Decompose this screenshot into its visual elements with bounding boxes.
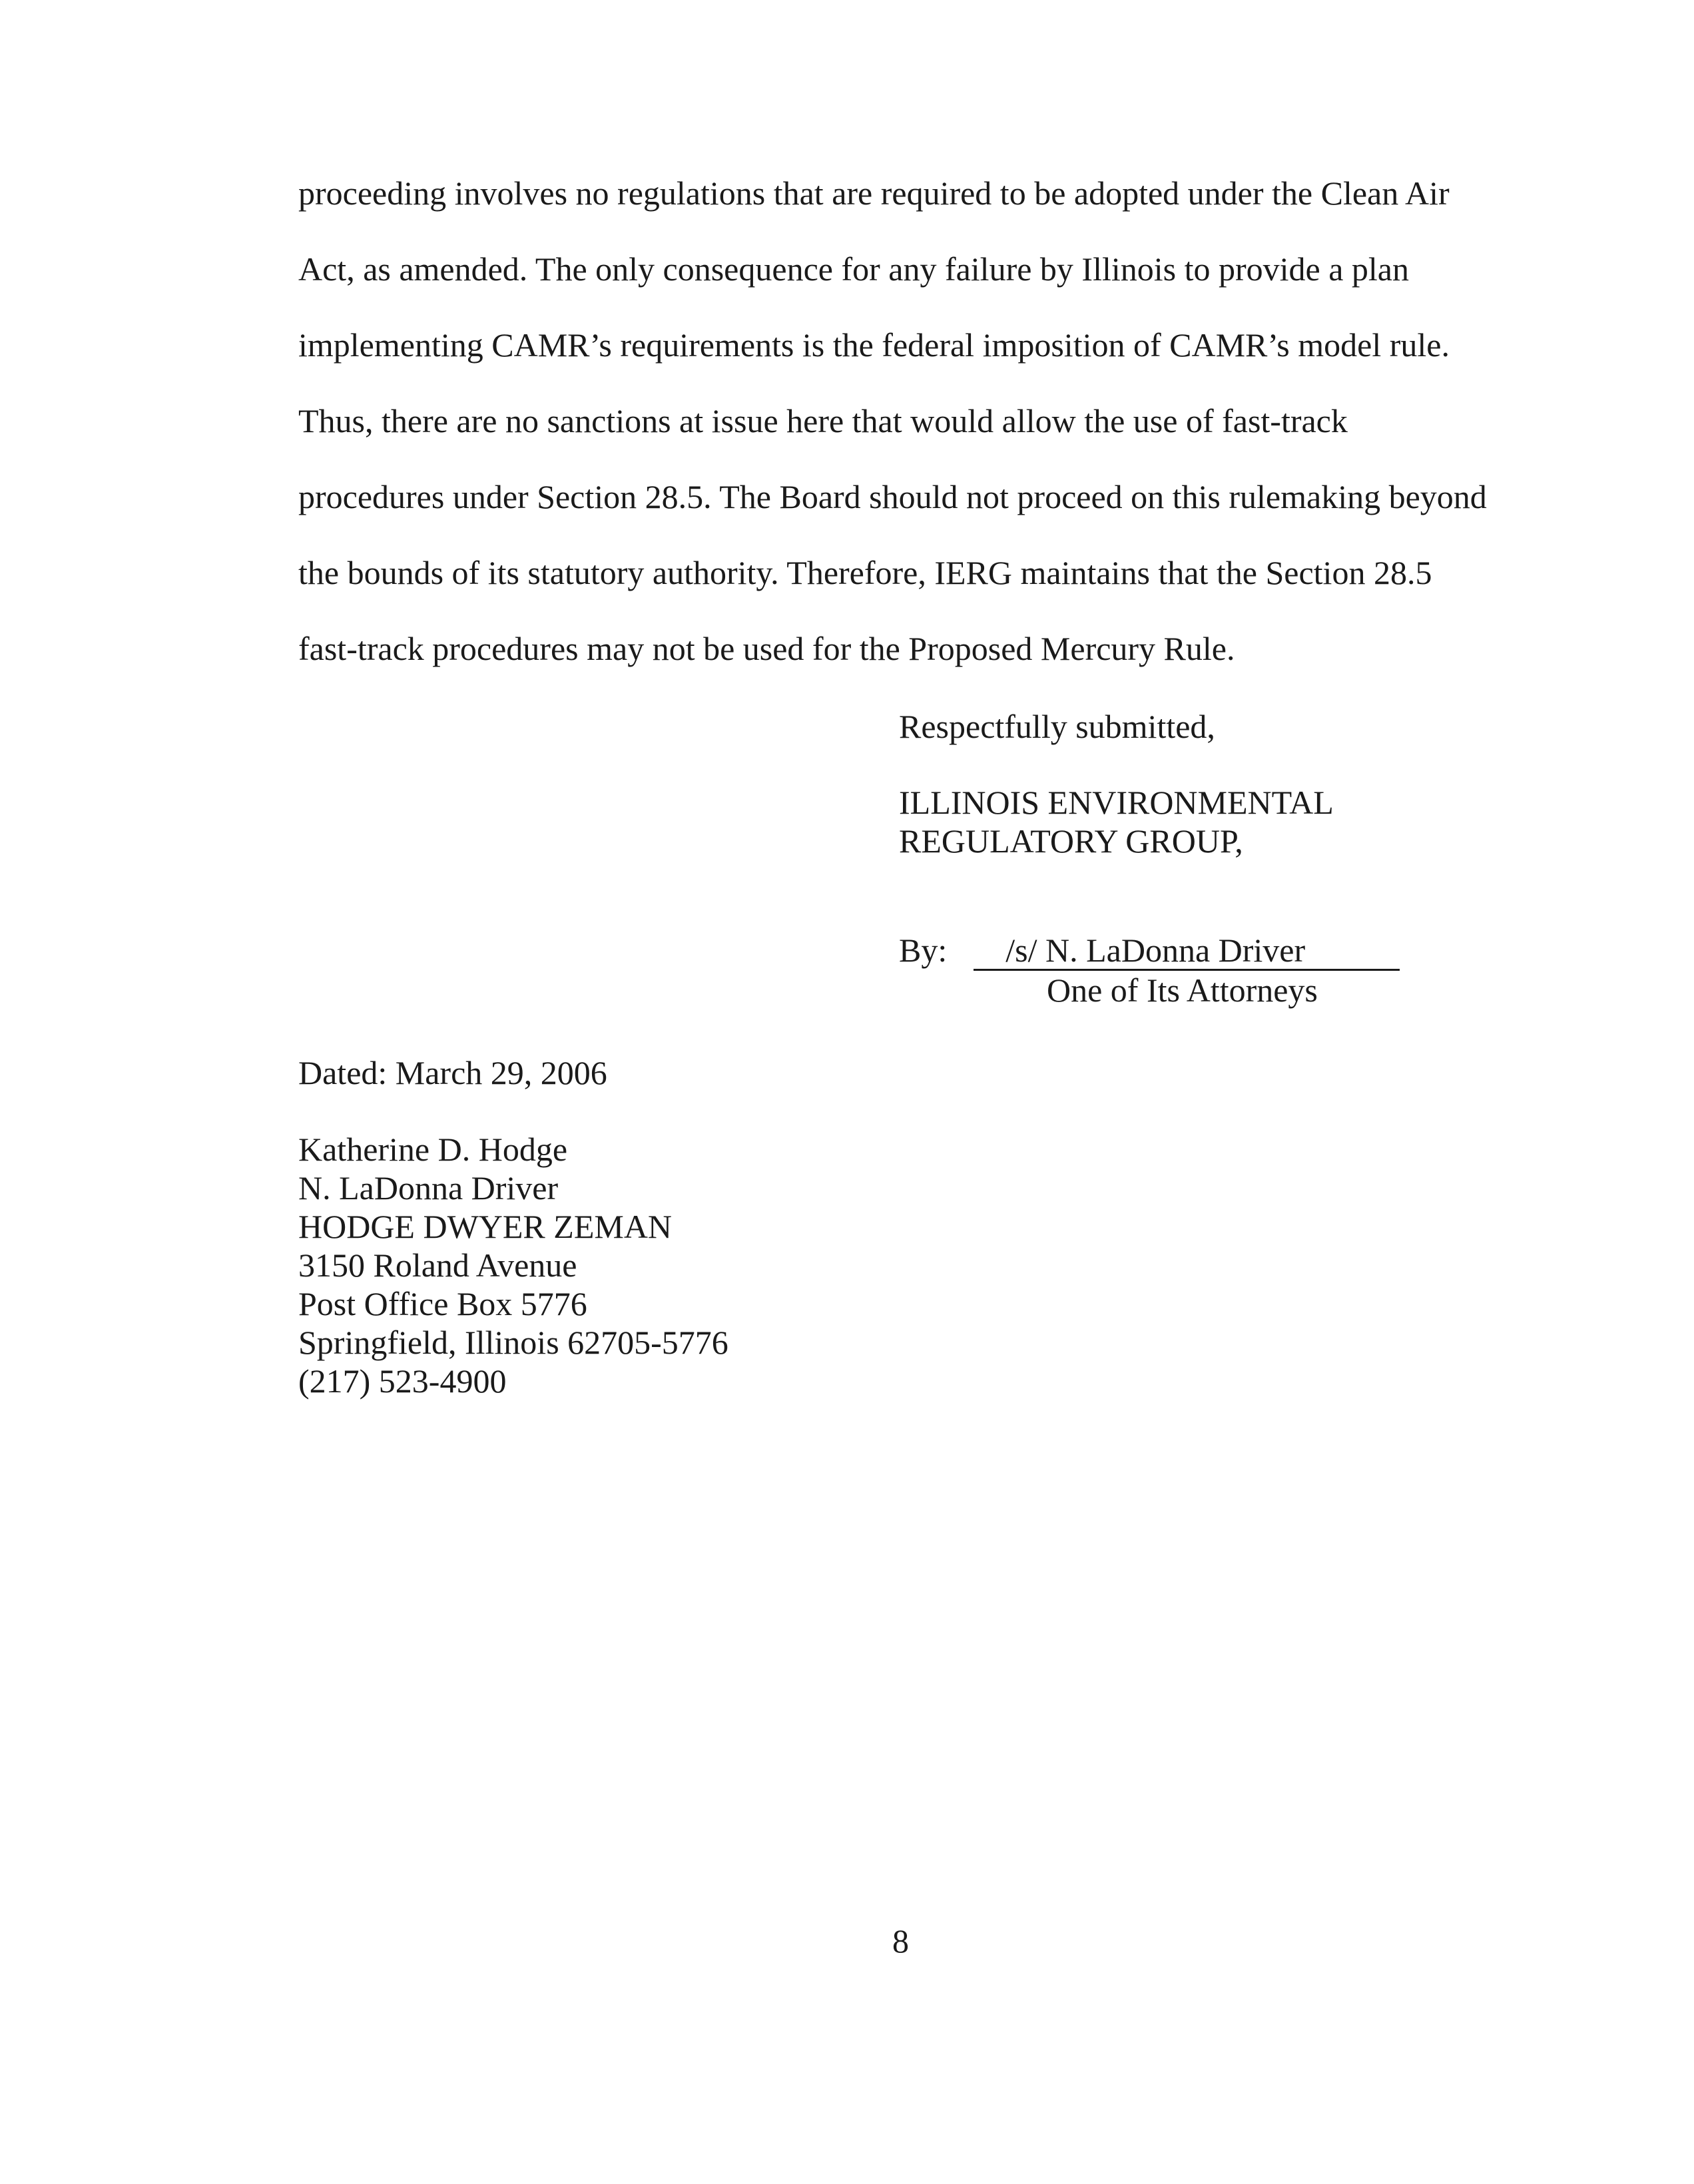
closing: Respectfully submitted,	[899, 708, 1215, 745]
counsel-line-5: Post Office Box 5776	[298, 1285, 587, 1322]
signature-block	[899, 931, 1400, 971]
body-line-5: procedures under Section 28.5. The Board should not proceed on this rulemaking beyond	[298, 478, 1487, 515]
organization-line-1: ILLINOIS ENVIRONMENTAL	[899, 784, 1334, 821]
body-line-2: Act, as amended. The only consequence for any failure by Illinois to provide a plan	[298, 250, 1409, 288]
counsel-line-4: 3150 Roland Avenue	[298, 1246, 577, 1284]
counsel-line-2: N. LaDonna Driver	[298, 1169, 559, 1207]
signer-capacity: One of Its Attorneys	[1047, 971, 1318, 1009]
body-line-7: fast-track procedures may not be used for the Proposed Mercury Rule.	[298, 630, 1235, 667]
page-number: 8	[892, 1922, 909, 1960]
counsel-line-6: Springfield, Illinois 62705-5776	[298, 1324, 728, 1361]
signer-name: /s/ N. LaDonna Driver	[1005, 932, 1306, 969]
body-line-3: implementing CAMR’s requirements is the federal imposition of CAMR’s model rule.	[298, 326, 1450, 364]
organization-line-2: REGULATORY GROUP,	[899, 822, 1243, 860]
body-line-4: Thus, there are no sanctions at issue here that would allow the use of fast-track	[298, 402, 1348, 439]
dated-line: Dated: March 29, 2006	[298, 1054, 607, 1091]
counsel-line-7: (217) 523-4900	[298, 1362, 507, 1400]
body-line-6: the bounds of its statutory authority. Therefore, IERG maintains that the Section 28.5	[298, 554, 1432, 591]
body-line-1: proceeding involves no regulations that are required to be adopted under the Clean Air	[298, 174, 1450, 212]
by-label: By:	[899, 932, 948, 969]
counsel-line-3: HODGE DWYER ZEMAN	[298, 1208, 673, 1245]
counsel-line-1: Katherine D. Hodge	[298, 1131, 568, 1168]
signature-line	[974, 932, 1400, 971]
